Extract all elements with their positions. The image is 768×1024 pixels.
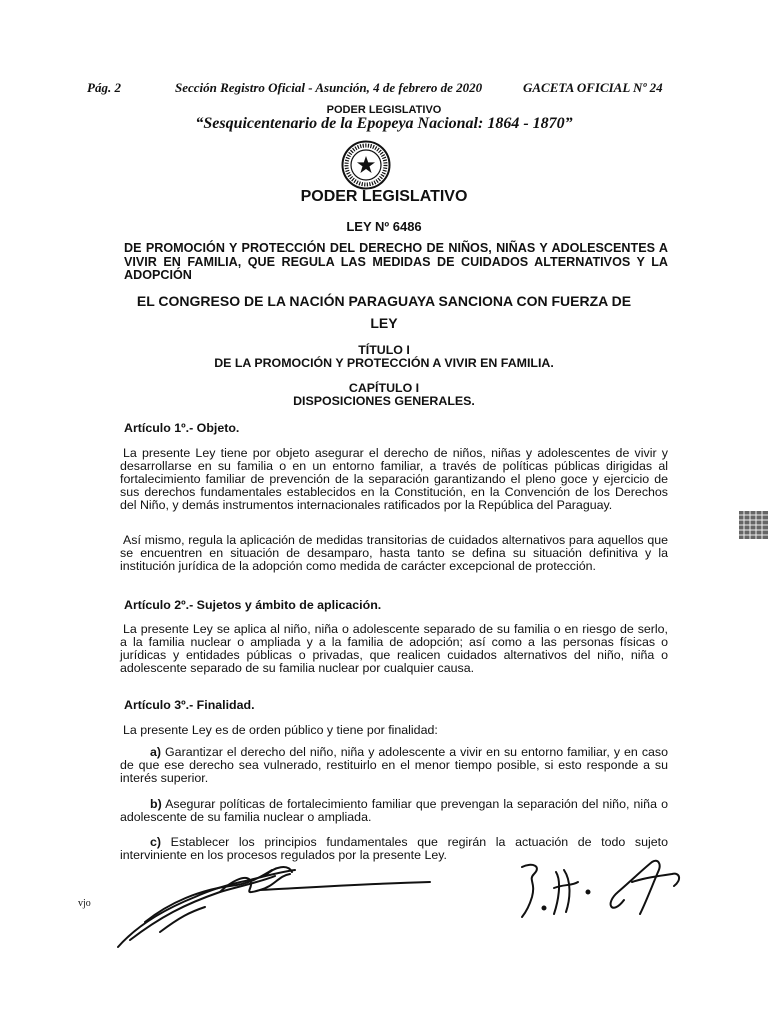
item-letter: b) (150, 797, 162, 811)
right-signature-icon (512, 852, 692, 922)
gazette-number: GACETA OFICIAL Nº 24 (523, 80, 663, 95)
article-1-heading: Artículo 1º.- Objeto. (124, 421, 240, 435)
law-number: LEY Nº 6486 (346, 219, 422, 234)
item-text: Garantizar el derecho del niño, niña y adolescente a vivir en su entorno familiar, y en caso de que ese derecho sea vulnerado, restituirlo en el menor tiempo posible, si esto responde a su interés superior. (120, 745, 668, 785)
article-3-intro: La presente Ley es de orden público y tiene por finalidad: (123, 723, 438, 737)
scan-artifact-icon (739, 511, 768, 539)
item-letter: a) (150, 745, 162, 759)
article-2-paragraph-1: La presente Ley se aplica al niño, niña o adolescente separado de su familia o en riesgo de serlo, a la familia nuclear o ampliada y a la familia de adopción; así como a las personas físicas o jurídicas y entidades públicas o privadas, que realicen cuidados alternativos del niño, niña o adolescente separado de su familia nuclear por cualquier causa. (120, 622, 668, 675)
article-1-paragraph-2: Así mismo, regula la aplicación de medidas transitorias de cuidados alternativos para aquellos que se encuentren en situación de desamparo, hasta tanto se defina su situación definitiva y la institución jurídica de la adopción como medida de carácter excepcional de protección. (120, 533, 668, 573)
page-number: Pág. 2 (87, 80, 121, 95)
motto: “Sesquicentenario de la Epopeya Nacional: 1864 - 1870” (195, 115, 573, 132)
left-signature-icon (100, 862, 440, 952)
congress-line-1: EL CONGRESO DE LA NACIÓN PARAGUAYA SANCIONA CON FUERZA DE (136, 293, 632, 309)
article-2-heading: Artículo 2º.- Sujetos y ámbito de aplicación. (124, 598, 382, 612)
titulo-name: DE LA PROMOCIÓN Y PROTECCIÓN A VIVIR EN FAMILIA. (214, 356, 554, 370)
capitulo-number: CAPÍTULO I (348, 381, 420, 395)
law-title: DE PROMOCIÓN Y PROTECCIÓN DEL DERECHO DE NIÑOS, NIÑAS Y ADOLESCENTES A VIVIR EN FAMILIA, QUE REGULA LAS MEDIDAS DE CUIDADOS ALTERNATIVOS Y LA ADOPCIÓN (124, 241, 668, 282)
branch-small: PODER LEGISLATIVO (326, 104, 442, 116)
national-seal-icon (341, 140, 391, 190)
item-text: Establecer los principios fundamentales que regirán la actuación de todo sujeto interviniente en los procesos regulados por la presente Ley. (120, 835, 668, 862)
typist-initials: vjo (78, 898, 91, 909)
document-title: PODER LEGISLATIVO (300, 188, 468, 205)
item-letter: c) (150, 835, 162, 849)
article-3-item-b (120, 798, 668, 824)
article-3-item-a (120, 746, 668, 785)
titulo-number: TÍTULO I (358, 343, 410, 357)
article-3-heading: Artículo 3º.- Finalidad. (124, 698, 255, 712)
gazette-section: Sección Registro Oficial - Asunción, 4 de febrero de 2020 (175, 80, 483, 95)
congress-line-2: LEY (370, 315, 398, 331)
item-text: Asegurar políticas de fortalecimiento familiar que prevengan la separación del niño, niña o adolescente de su familia nuclear o ampliada. (120, 797, 668, 824)
article-1-paragraph-1: La presente Ley tiene por objeto asegurar el derecho de niños, niñas y adolescentes de vivir y desarrollarse en su familia o en un entorno familiar, a través de políticas públicas dirigidas al fortalecimiento familiar de prevención de la separación garantizando el pleno goce y ejercicio de sus derechos fundamentales establecidos en la Constitución, en la Convención de los Derechos del Niño, y demás instrumentos internacionales ratificados por la República del Paraguay. (120, 446, 668, 512)
capitulo-name: DISPOSICIONES GENERALES. (293, 394, 475, 408)
